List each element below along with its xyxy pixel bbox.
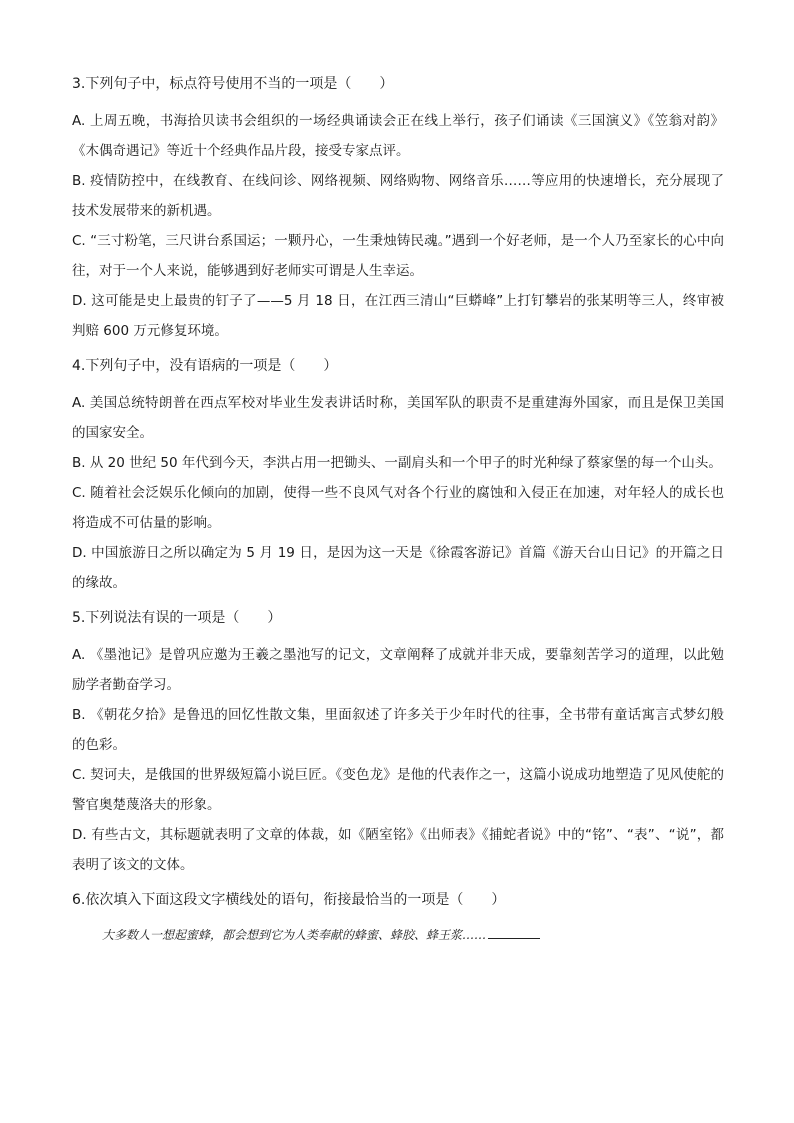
- question-3-option-d: D. 这可能是史上最贵的钉子了——5 月 18 日，在江西三清山“巨蟒峰”上打钉攀岩的张某明等三人，终审被判赔 600 万元修复环境。: [72, 293, 724, 339]
- question-5-option-a: A. 《墨池记》是曾巩应邀为王羲之墨池写的记文，文章阐释了成就并非天成，要靠刻苦学习的道理，以此勉励学者勤奋学习。: [72, 647, 724, 693]
- question-4-option-a: A. 美国总统特朗普在西点军校对毕业生发表讲话时称，美国军队的职责不是重建海外国家，而且是保卫美国的国家安全。: [72, 395, 724, 441]
- question-6-passage: [102, 924, 724, 946]
- question-5-option-b: B. 《朝花夕拾》是鲁迅的回忆性散文集，里面叙述了许多关于少年时代的往事，全书带有童话寓言式梦幻般的色彩。: [72, 707, 724, 753]
- question-4-option-b: B. 从 20 世纪 50 年代到今天，李洪占用一把锄头、一副肩头和一个甲子的时光种绿了蔡家堡的每一个山头。: [72, 455, 722, 471]
- question-4: [72, 356, 724, 598]
- passage-text: 大多数人一想起蜜蜂，都会想到它为人类奉献的蜂蜜、蜂胶、蜂王浆……: [102, 928, 487, 942]
- question-4-option-d: D. 中国旅游日之所以确定为 5 月 19 日，是因为这一天是《徐霞客游记》首篇《游天台山日记》的开篇之日的缘故。: [72, 545, 724, 591]
- question-list: [72, 74, 724, 956]
- question-3-title: 3.下列句子中，标点符号使用不当的一项是（ ）: [72, 76, 394, 92]
- question-5-title: 5.下列说法有误的一项是（ ）: [72, 610, 282, 626]
- question-5-option-c: C. 契诃夫，是俄国的世界级短篇小说巨匠。《变色龙》是他的代表作之一，这篇小说成功地塑造了见风使舵的警官奥楚蔑洛夫的形象。: [72, 767, 724, 813]
- question-6-title: 6.依次填入下面这段文字横线处的语句，衔接最恰当的一项是（ ）: [72, 892, 506, 908]
- question-5: [72, 608, 724, 880]
- question-6: [72, 890, 724, 946]
- fill-in-blank[interactable]: [488, 926, 540, 939]
- question-3-option-a: A. 上周五晚，书海拾贝读书会组织的一场经典诵读会正在线上举行，孩子们诵读《三国演义》《笠翁对韵》《木偶奇遇记》等近十个经典作品片段，接受专家点评。: [72, 113, 724, 159]
- question-4-option-c: C. 随着社会泛娱乐化倾向的加剧，使得一些不良风气对各个行业的腐蚀和入侵正在加速，对年轻人的成长也将造成不可估量的影响。: [72, 485, 724, 531]
- question-5-option-d: D. 有些古文，其标题就表明了文章的体裁，如《陋室铭》《出师表》《捕蛇者说》中的“铭”、“表”、“说”，都表明了该文的文体。: [72, 827, 724, 873]
- question-3: [72, 74, 724, 346]
- question-3-option-c: C. “三寸粉笔，三尺讲台系国运；一颗丹心，一生秉烛铸民魂。”遇到一个好老师，是一个人乃至家长的心中向往，对于一个人来说，能够遇到好老师实可谓是人生幸运。: [72, 233, 724, 279]
- question-4-title: 4.下列句子中，没有语病的一项是（ ）: [72, 358, 338, 374]
- question-3-option-b: B. 疫情防控中，在线教育、在线问诊、网络视频、网络购物、网络音乐……等应用的快速增长，充分展现了技术发展带来的新机遇。: [72, 173, 724, 219]
